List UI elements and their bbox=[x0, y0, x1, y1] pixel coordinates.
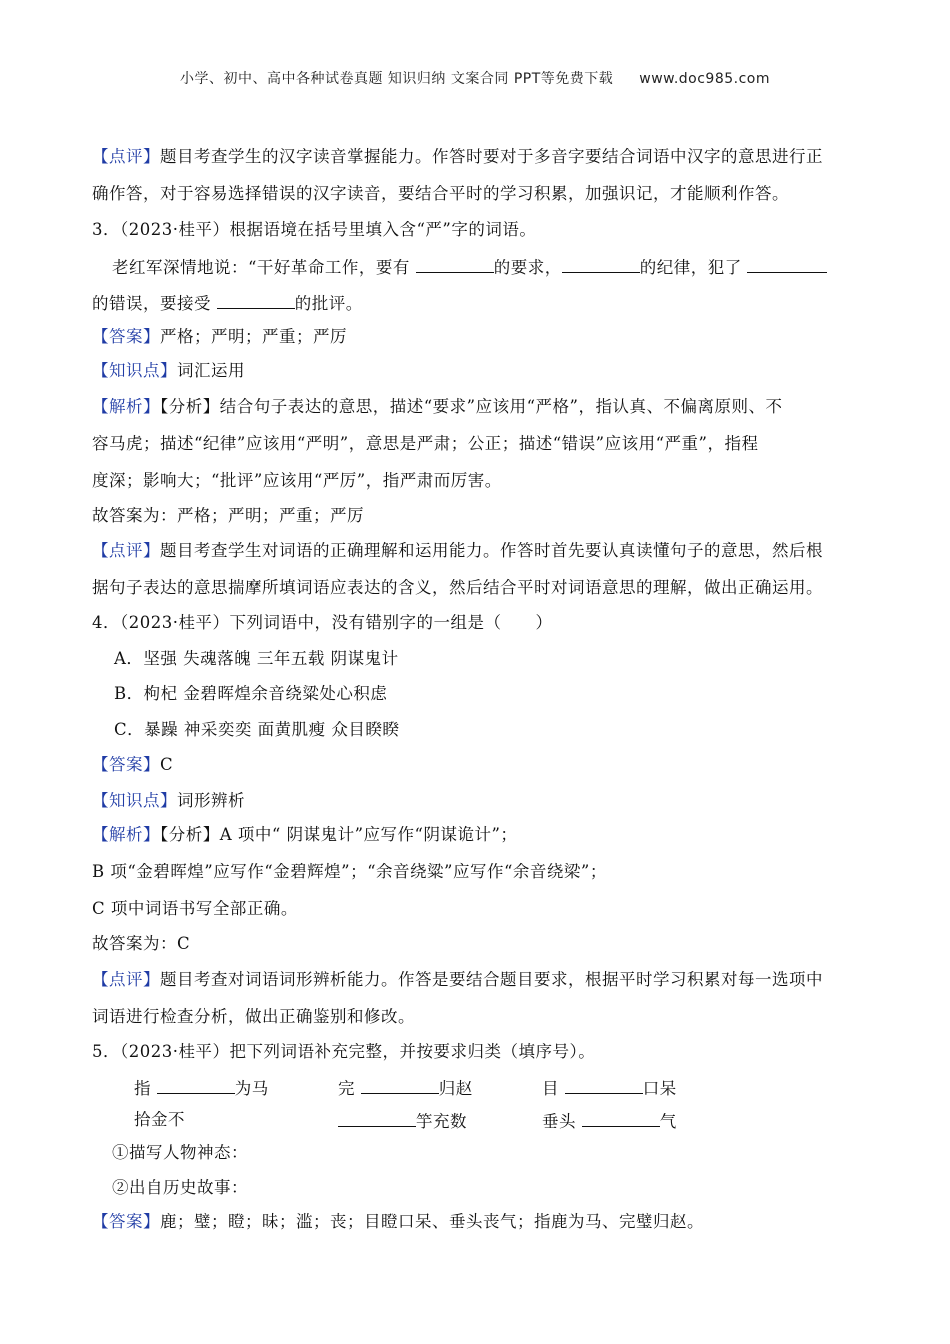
q3-knowledge: 【知识点】词汇运用 bbox=[92, 361, 245, 380]
q5-word-3: 目 口呆 bbox=[542, 1075, 677, 1101]
analysis-label: 【解析】 bbox=[92, 397, 160, 416]
blank-3[interactable] bbox=[747, 254, 827, 273]
q5-sub-question-2: ②出自历史故事： bbox=[112, 1178, 248, 1197]
q3-analysis-line-3: 度深；影响大；“批评”应该用“严厉”，指严肃而厉害。 bbox=[92, 471, 502, 490]
q4-knowledge: 【知识点】词形辨析 bbox=[92, 791, 245, 810]
q3-stem: 3．（2023·桂平）根据语境在括号里填入含“严”字的词语。 bbox=[92, 220, 537, 239]
q2-comment-line-2: 确作答，对于容易选择错误的汉字读音，要结合平时的学习积累，加强识记，才能顺利作答。 bbox=[92, 184, 789, 203]
q4-comment-line-2: 词语进行检查分析，做出正确鉴别和修改。 bbox=[92, 1007, 415, 1026]
comment-label: 【点评】 bbox=[92, 147, 160, 166]
q5-answer: 【答案】鹿；璧；瞪；昧；滥；丧；目瞪口呆、垂头丧气；指鹿为马、完璧归赵。 bbox=[92, 1212, 704, 1231]
q4-answer: 【答案】C bbox=[92, 755, 174, 774]
q5-word-5: 竽充数 bbox=[338, 1108, 467, 1134]
q5-word-2: 完 归赵 bbox=[338, 1075, 473, 1101]
q3-passage-line-1: 老红军深情地说：“干好革命工作，要有 的要求， 的纪律，犯了 bbox=[112, 254, 882, 280]
page-header bbox=[0, 68, 950, 88]
q3-comment-line-2: 据句子表达的意思揣摩所填词语应表达的含义，然后结合平时对词语意思的理解，做出正确运用。 bbox=[92, 578, 823, 597]
knowledge-label: 【知识点】 bbox=[92, 791, 177, 810]
q5-word-4: 拾金不 bbox=[134, 1110, 185, 1129]
knowledge-label: 【知识点】 bbox=[92, 361, 177, 380]
blank-2[interactable] bbox=[562, 254, 640, 273]
q2-comment-line-1: 【点评】题目考查学生的汉字读音掌握能力。作答时要对于多音字要结合词语中汉字的意思进行正 bbox=[92, 147, 823, 166]
comment-label: 【点评】 bbox=[92, 541, 160, 560]
q5-stem: 5．（2023·桂平）把下列词语补充完整，并按要求归类（填序号）。 bbox=[92, 1042, 596, 1061]
q4-stem: 4．（2023·桂平）下列词语中，没有错别字的一组是（ ） bbox=[92, 613, 553, 632]
q3-passage-line-2: 的错误，要接受 的批评。 bbox=[92, 290, 862, 316]
q4-option-c[interactable]: C．暴躁 神采奕奕 面黄肌瘦 众目睽睽 bbox=[114, 720, 400, 739]
header-site-link[interactable]: www.doc985.com bbox=[639, 71, 771, 87]
q5-blank-1[interactable] bbox=[157, 1075, 235, 1094]
q3-final-answer: 故答案为：严格；严明；严重；严厉 bbox=[92, 506, 364, 525]
answer-label: 【答案】 bbox=[92, 327, 160, 346]
q3-analysis-line-2: 容马虎；描述“纪律”应该用“严明”，意思是严肃；公正；描述“错误”应该用“严重”，指程 bbox=[92, 434, 759, 453]
q4-analysis-line-2: B 项“金碧晖煌”应写作“金碧辉煌”；“余音绕粱”应写作“余音绕梁”； bbox=[92, 862, 607, 881]
header-title: 小学、初中、高中各种试卷真题 知识归纳 文案合同 PPT等免费下载 bbox=[179, 71, 614, 87]
q5-blank-5[interactable] bbox=[338, 1108, 416, 1127]
q3-answer: 【答案】严格；严明；严重；严厉 bbox=[92, 327, 347, 346]
blank-4[interactable] bbox=[217, 290, 295, 309]
answer-label: 【答案】 bbox=[92, 755, 160, 774]
q5-word-1: 指 为马 bbox=[134, 1075, 269, 1101]
q4-option-a[interactable]: A．坚强 失魂落魄 三年五载 阴谋鬼计 bbox=[114, 649, 399, 668]
q4-final-answer: 故答案为：C bbox=[92, 934, 191, 953]
q4-analysis-line-3: C 项中词语书写全部正确。 bbox=[92, 899, 298, 918]
blank-1[interactable] bbox=[416, 254, 494, 273]
comment-label: 【点评】 bbox=[92, 970, 160, 989]
q5-word-6: 垂头 气 bbox=[542, 1108, 677, 1134]
q4-analysis-line-1: 【解析】【分析】A 项中“ 阴谋鬼计”应写作“阴谋诡计”； bbox=[92, 825, 518, 844]
q4-option-b[interactable]: B．枸杞 金碧晖煌余音绕粱处心积虑 bbox=[114, 684, 388, 703]
answer-label: 【答案】 bbox=[92, 1212, 160, 1231]
q4-comment-line-1: 【点评】题目考查对词语词形辨析能力。作答是要结合题目要求，根据平时学习积累对每一选项中 bbox=[92, 970, 823, 989]
q5-sub-question-1: ①描写人物神态： bbox=[112, 1143, 248, 1162]
analysis-label: 【解析】 bbox=[92, 825, 160, 844]
q3-comment-line-1: 【点评】题目考查学生对词语的正确理解和运用能力。作答时首先要认真读懂句子的意思，然后根 bbox=[92, 541, 823, 560]
q5-blank-2[interactable] bbox=[361, 1075, 439, 1094]
q5-blank-6[interactable] bbox=[582, 1108, 660, 1127]
q3-analysis-line-1: 【解析】【分析】结合句子表达的意思，描述“要求”应该用“严格”，指认真、不偏离原则、不 bbox=[92, 397, 783, 416]
q5-blank-3[interactable] bbox=[565, 1075, 643, 1094]
